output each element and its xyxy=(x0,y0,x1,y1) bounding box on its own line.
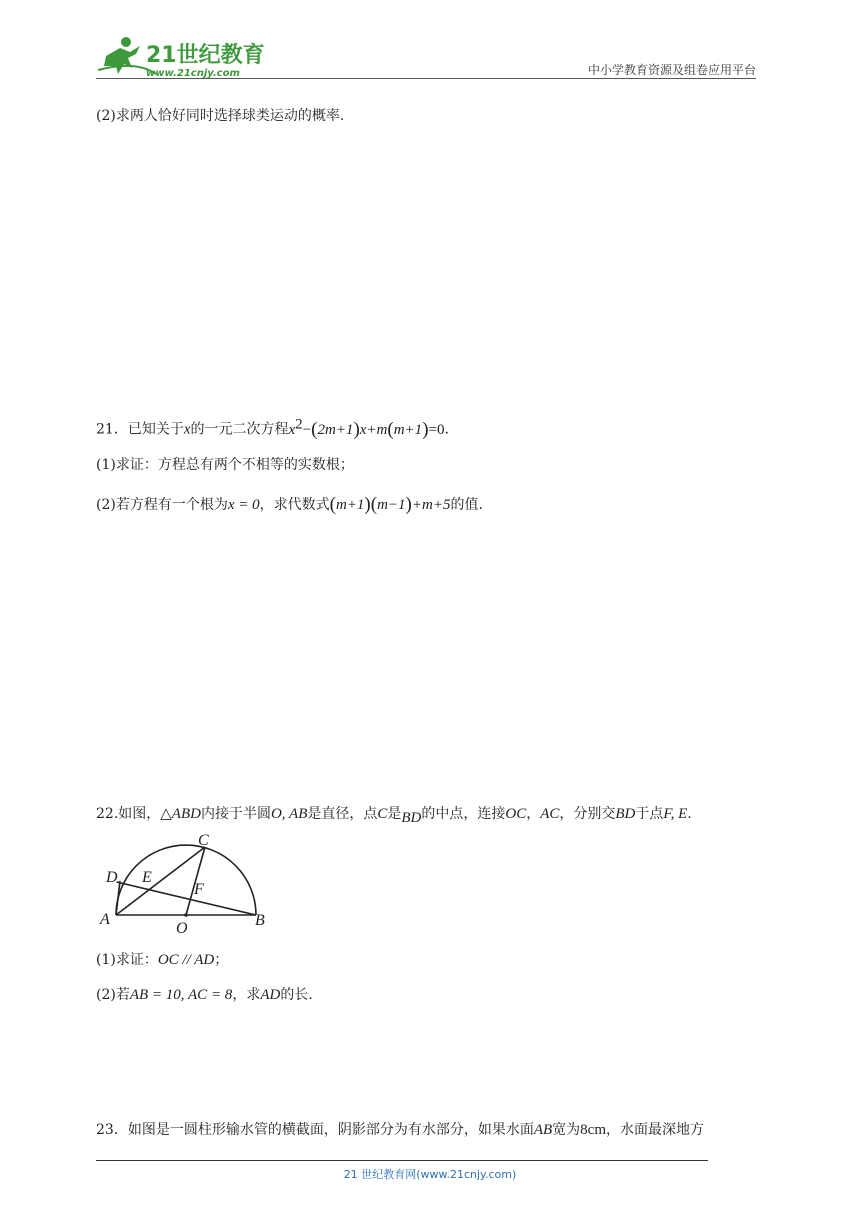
q21-stem: 21．已知关于x的一元二次方程$x^2-(2m+1)x+m(m+1)=0$. xyxy=(96,416,449,440)
center-point xyxy=(184,913,188,917)
semicircle-figure xyxy=(98,832,278,934)
site-logo xyxy=(96,34,266,80)
q22-stem: 22.如图，△ABD内接于半圆O, AB是直径，点C是BD的中点，连接OC，AC，分别交BD于点F, E. xyxy=(96,806,692,826)
footer-divider xyxy=(96,1160,708,1161)
q23-stem: 23．如图是一圆柱形输水管的横截面，阴影部分为有水部分，如果水面AB宽为8cm，水面最深地方 xyxy=(96,1122,704,1138)
q21-expression: (m+1)(m−1)+m+5 xyxy=(329,494,451,515)
label-a: A xyxy=(100,911,110,928)
footer-link[interactable]: 21 世纪教育网(www.21cnjy.com) xyxy=(343,1168,517,1181)
semicircle-arc xyxy=(116,845,256,915)
logo-url: www.21cnjy.com xyxy=(146,68,240,79)
q21-part1: (1)求证：方程总有两个不相等的实数根； xyxy=(96,457,354,473)
chord-ac xyxy=(116,847,205,915)
q22-part1: (1)求证：OC // AD； xyxy=(96,952,229,968)
header-platform-text: 中小学教育资源及组卷应用平台 xyxy=(587,63,756,77)
label-b: B xyxy=(255,912,265,929)
label-o: O xyxy=(176,920,188,934)
q21-equation: $x^2-(2m+1)x+m(m+1)=0$ xyxy=(288,416,445,440)
arc-bd: BD xyxy=(401,810,422,826)
q21-root: x = 0 xyxy=(227,497,260,513)
q20-part2: (2)求两人恰好同时选择球类运动的概率. xyxy=(96,108,345,124)
logo-text: 21世纪教育 xyxy=(146,43,265,68)
q22-part2: (2)若AB = 10, AC = 8，求AD的长. xyxy=(96,987,313,1003)
q21-number: 21． xyxy=(96,421,128,438)
q21-part2: (2)若方程有一个根为x = 0，求代数式(m+1)(m−1)+m+5的值. xyxy=(96,494,483,515)
header-divider xyxy=(96,78,756,79)
label-f: F xyxy=(194,881,204,898)
label-e: E xyxy=(142,869,152,886)
chord-ad xyxy=(116,881,120,915)
q23-number: 23． xyxy=(96,1122,128,1138)
q22-number: 22. xyxy=(96,806,119,822)
label-d: D xyxy=(106,869,118,886)
label-c: C xyxy=(198,832,209,849)
